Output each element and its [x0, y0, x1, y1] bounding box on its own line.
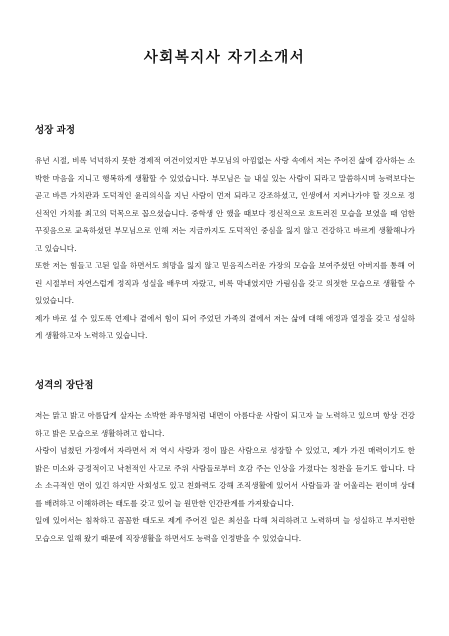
section-body-personality	[35, 407, 415, 547]
section-heading-growth: 성장 과정	[35, 125, 76, 136]
paragraph: 유년 시절, 비록 넉넉하지 못한 경제적 여건이었지만 부모님의 아낌없는 사랑 속에서 저는 주어진 삶에 감사하는 소박한 마음을 지니고 행복하게 생활할 수 있었습니다. 부모님은 늘 내실 있는 사람이 되라고 말씀하시며 능력보다는 곧고 바른 가치관과 도덕적인 윤리의식을 지닌 사람이 먼저 되라고 강조하셨고, 인생에서 지켜나가야 할 것으로 정신적인 가치를 최고의 덕목으로 꼽으셨습니다. 중학생 안 했을 때보다 정신적으로 흐트러진 모습을 보였을 때 엄한 꾸짖음으로 교육하셨던 부모님으로 인해 저는 지금까지도 도덕적인 중심을 잃지 않고 건강하고 바르게 생활해나가고 있습니다.	[35, 156, 415, 253]
section-body-growth	[35, 152, 415, 345]
section-heading-personality: 성격의 장단점	[35, 380, 94, 391]
paragraph: 일에 있어서는 침착하고 꼼꼼한 태도로 제게 주어진 일은 최선을 다해 처리하려고 노력하며 늘 성실하고 부지런한 모습으로 일해 왔기 때문에 직장생활을 하면서도 능력을 인정받을 수 있었습니다.	[35, 516, 415, 543]
paragraph: 저는 맑고 밝고 아름답게 살자는 소박한 좌우명처럼 내면이 아름다운 사람이 되고자 늘 노력하고 있으며 항상 건강하고 밝은 모습으로 생활하려고 합니다.	[35, 411, 415, 438]
paragraph: 사랑이 넘쳤던 가정에서 자라면서 저 역시 사랑과 정이 많은 사람으로 성장할 수 있었고, 제가 가진 매력이기도 한 밝은 미소와 긍정적이고 낙천적인 사고로 주위 사람들로부터 호감 주는 인상을 가졌다는 칭찬을 듣기도 합니다. 다소 소극적인 면이 있긴 하지만 사회성도 있고 친화력도 강해 조직생활에 있어서 사람들과 잘 어울리는 편이며 상대를 배려하고 이해하려는 태도를 갖고 있어 늘 원만한 인간관계를 가져왔습니다.	[35, 446, 415, 508]
paragraph: 제가 바로 설 수 있도록 언제나 곁에서 힘이 되어 주었던 가족의 곁에서 저는 삶에 대해 애정과 열정을 갖고 성실하게 생활하고자 노력하고 있습니다.	[35, 313, 415, 340]
paragraph: 또한 저는 힘들고 고된 일을 하면서도 희망을 잃지 않고 믿음직스러운 가장의 모습을 보여주셨던 아버지를 통해 어린 시절부터 자연스럽게 정직과 성실을 배우며 자랐고, 비록 막내였지만 가림심을 갖고 의젓한 모습으로 생활할 수 있었습니다.	[35, 261, 415, 305]
document-title: 사회복지사 자기소개서	[143, 50, 306, 66]
